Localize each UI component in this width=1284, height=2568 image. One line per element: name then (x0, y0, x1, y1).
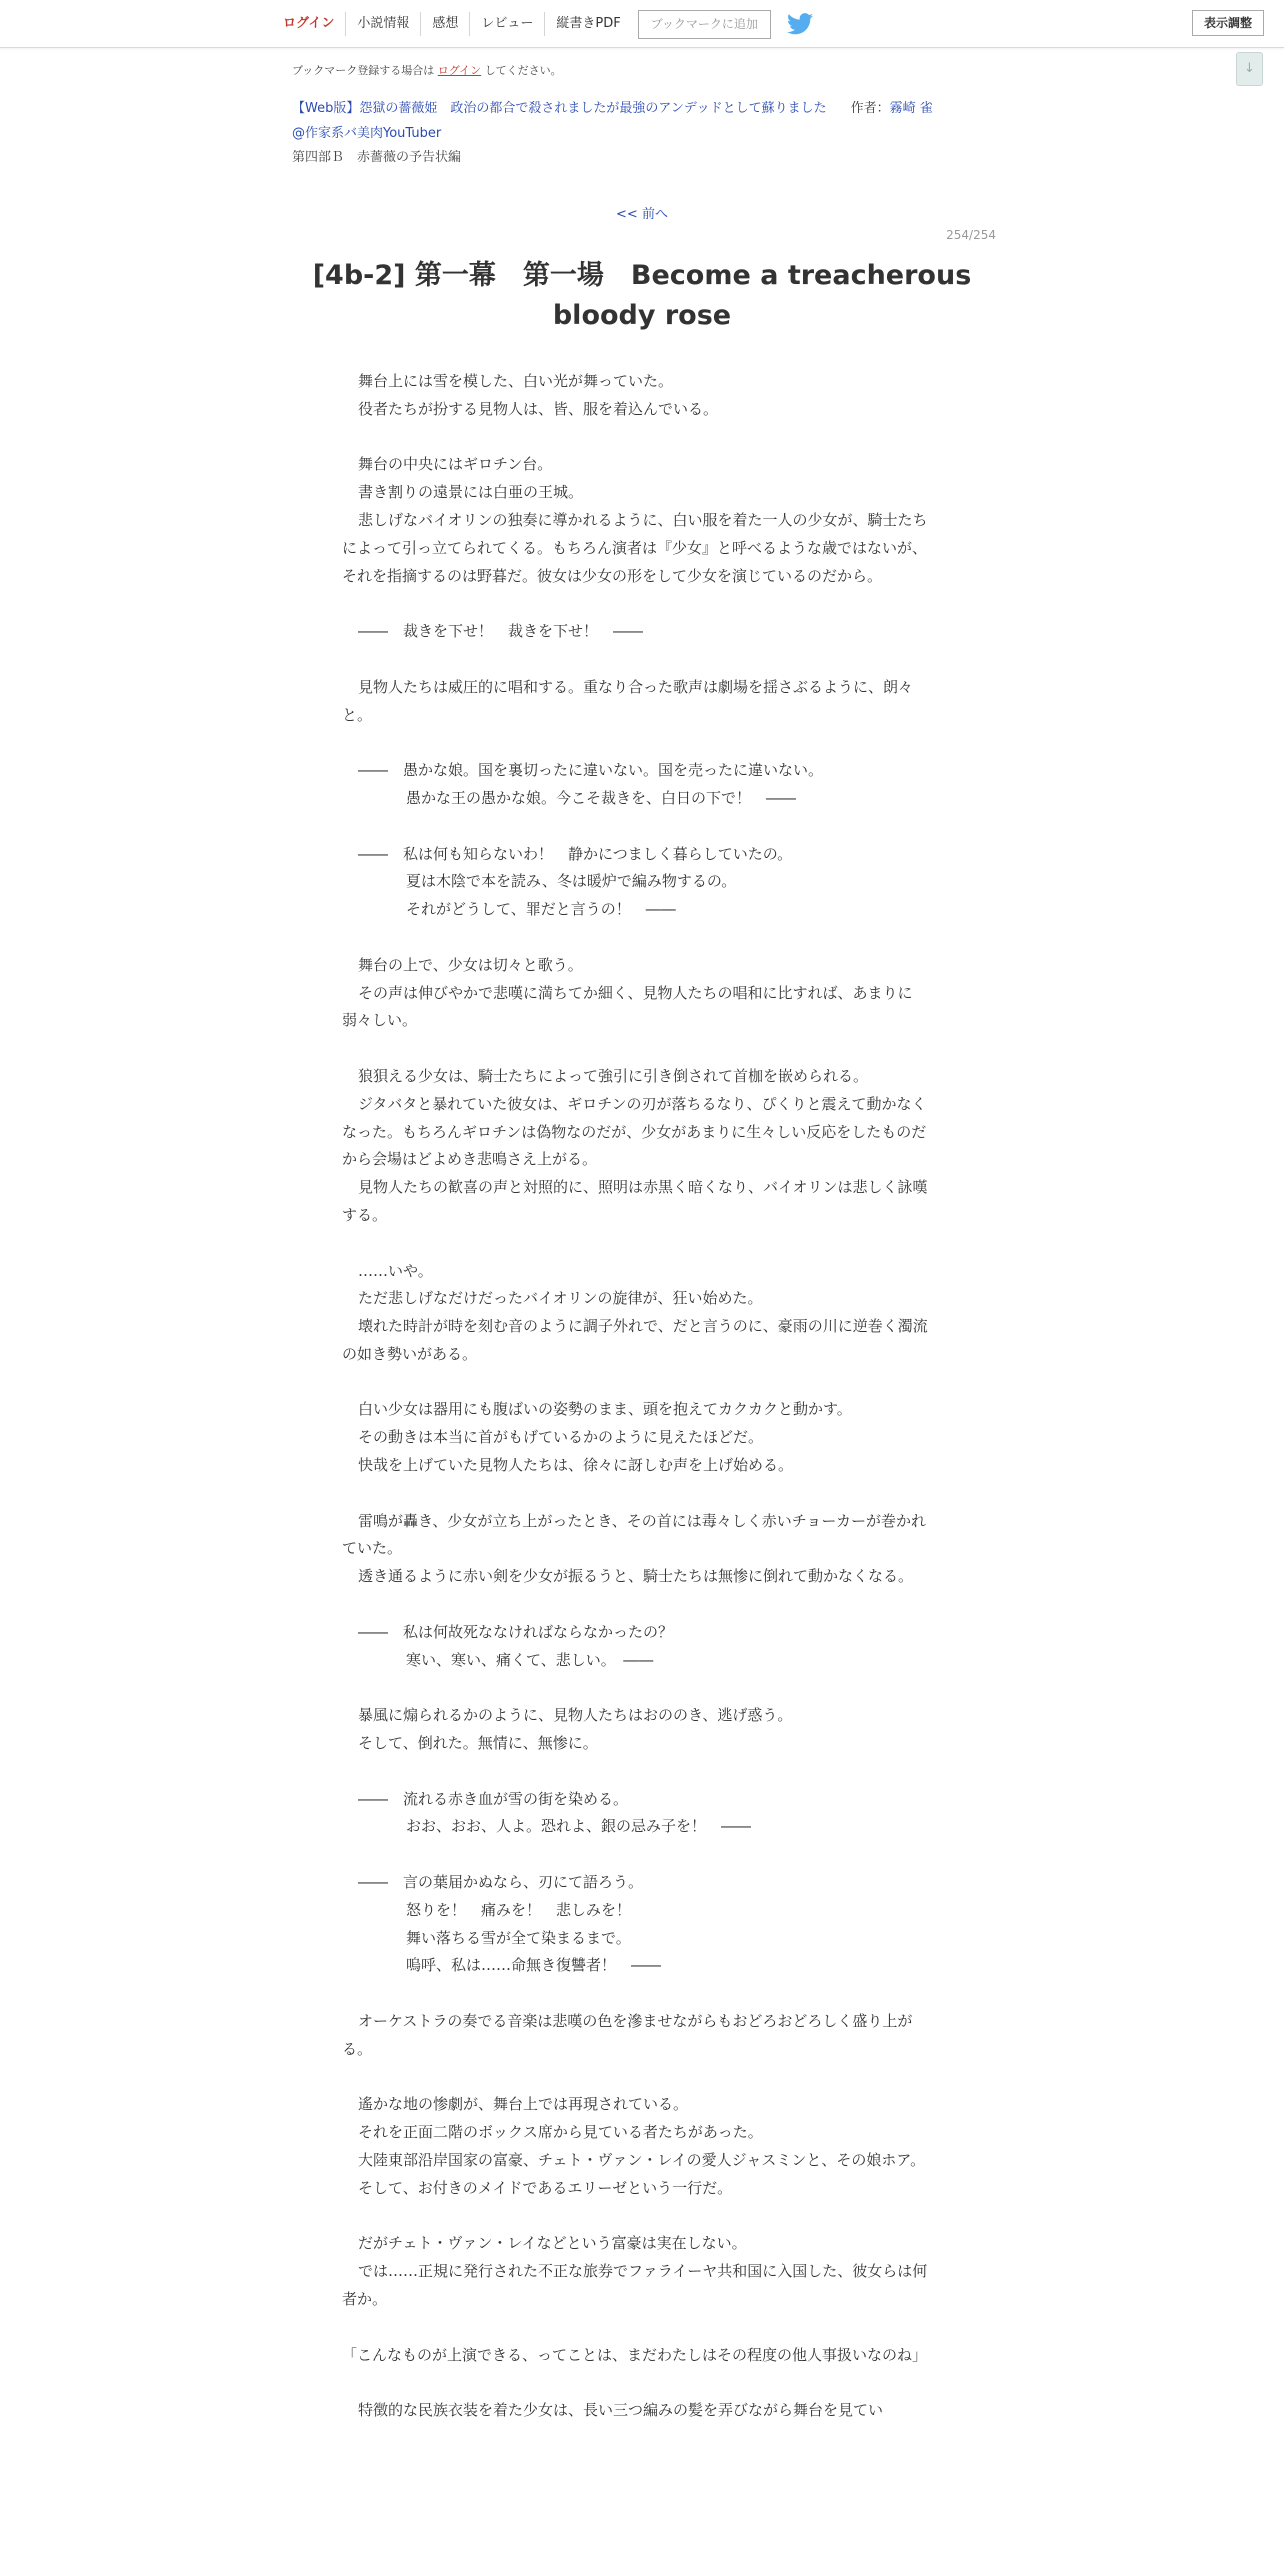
chapter-label: 第四部Ｂ 赤薔薇の予告状編 (292, 150, 462, 165)
body-line: 白い少女は器用にも腹ばいの姿勢のまま、頭を抱えてカクカクと動かす。 (358, 1400, 852, 1419)
blank-line (342, 2369, 938, 2397)
blank-line (342, 2314, 938, 2342)
blank-line (342, 1841, 938, 1869)
bookmark-notice-text-end: してください。 (484, 64, 562, 77)
body-line: その動きは本当に首がもげているかのように見えたほどだ。 (358, 1428, 764, 1447)
novel-info (292, 96, 992, 146)
blank-line (342, 424, 938, 452)
blank-line (342, 813, 938, 841)
body-line: 快哉を上げていた見物人たちは、徐々に訝しむ声を上げ始める。 (358, 1456, 794, 1475)
top-navigation-bar (0, 0, 1284, 48)
nav-login[interactable]: ログイン (272, 12, 346, 36)
body-line: 悲しげなバイオリンの独奏に導かれるように、白い服を着た一人の少女が、騎士たちによって引っ立てられてくる。もちろん演者は『少女』と呼べるような歳ではないが、それを指摘するのは野暮だ。彼女は少女の形をして少女を演じているのだから。 (342, 510, 928, 585)
body-line: ただ悲しげなだけだったバイオリンの旋律が、狂い始めた。 (358, 1289, 763, 1308)
body-line: 寒い、寒い、痛くて、悲しい。 ―― (406, 1650, 654, 1669)
body-line: ジタバタと暴れていた彼女は、ギロチンの刃が落ちるなり、ぴくりと震えて動かなくなった。もちろんギロチンは偽物なのだが、少女があまりに生々しい反応をしたものだから会場はどよめき悲鳴さえ上がる。 (342, 1094, 927, 1169)
author-link[interactable]: 霧崎 雀 (889, 101, 933, 116)
nav-vertical-pdf[interactable]: 縦書きPDF (556, 16, 621, 31)
body-line: 雷鳴が轟き、少女が立ち上がったとき、その首には毒々しく赤いチョーカーが巻かれていた。 (342, 1511, 927, 1558)
body-line: ―― 私は何も知らないわ！ 静かにつましく暮らしていたの。 (358, 844, 793, 863)
body-line: おお、おお、人よ。恐れよ、銀の忌み子を！ ―― (406, 1817, 752, 1836)
body-line: 舞台の上で、少女は切々と歌う。 (358, 955, 583, 974)
body-line: 舞い落ちる雪が全て染まるまで。 (406, 1928, 631, 1947)
author-label: 作者： (850, 101, 890, 116)
blank-line (342, 2203, 938, 2231)
body-line: それを正面二階のボックス席から見ている者たちがあった。 (358, 2123, 763, 2142)
bookmark-notice-text: ブックマーク登録する場合は (292, 64, 435, 77)
nav-impressions[interactable]: 感想 (421, 12, 470, 36)
body-line: 大陸東部沿岸国家の富豪、チェト・ヴァン・レイの愛人ジャスミンと、その娘ホア。 (358, 2151, 926, 2169)
body-line: 見物人たちは威圧的に唱和する。重なり合った歌声は劇場を揺さぶるように、朗々と。 (342, 677, 914, 724)
episode-title: [4b-2] 第一幕 第一場 Become a treacherous bloody rose (312, 260, 972, 331)
blank-line (342, 729, 938, 757)
blank-line (342, 2064, 938, 2092)
previous-episode-link[interactable]: << 前へ (616, 207, 668, 222)
body-line: 暴風に煽られるかのように、見物人たちはおののき、逃げ惑う。 (358, 1706, 793, 1725)
blank-line (342, 1035, 938, 1063)
blank-line (342, 590, 938, 618)
body-line: だがチェト・ヴァン・レイなどという富豪は実在しない。 (358, 2234, 747, 2253)
body-line: オーケストラの奏でる音楽は悲嘆の色を滲ませながらもおどろおどろしく盛り上がる。 (342, 2012, 913, 2058)
blank-line (342, 1758, 938, 1786)
body-line: 見物人たちの歓喜の声と対照的に、照明は赤黒く暗くなり、バイオリンは悲しく詠嘆する。 (342, 1178, 928, 1224)
body-line: ―― 私は何故死ななければならなかったの？ (358, 1622, 674, 1641)
body-line: 遙かな地の惨劇が、舞台上では再現されている。 (358, 2095, 689, 2114)
body-line: 愚かな王の愚かな娘。今こそ裁きを、白日の下で！ ―― (406, 788, 797, 807)
add-bookmark-button[interactable]: ブックマークに追加 (638, 10, 771, 39)
body-line: そして、倒れた。無情に、無惨に。 (358, 1734, 598, 1753)
body-line: ―― 流れる赤き血が雪の街を染める。 (358, 1789, 629, 1808)
body-line: その声は伸びやかで悲嘆に満ちてか細く、見物人たちの唱和に比すれば、あまりに弱々しい。 (342, 983, 913, 1030)
episode-counter: 254/254 (946, 228, 996, 242)
body-line: ……いや。 (358, 1261, 433, 1280)
novel-body (342, 368, 938, 2425)
blank-line (342, 1591, 938, 1619)
body-line: 透き通るように赤い剣を少女が振るうと、騎士たちは無惨に倒れて動かなくなる。 (358, 1567, 914, 1586)
nav-review[interactable]: レビュー (470, 12, 545, 36)
author-sub-link[interactable]: @作家系バ美肉YouTuber (292, 126, 442, 141)
body-line: それがどうして、罪だと言うの！ ―― (406, 900, 676, 919)
blank-line (342, 1980, 938, 2008)
body-line: 役者たちが扮する見物人は、皆、服を着込んでいる。 (358, 399, 719, 418)
body-line: 「こんなものが上演できる、ってことは、まだわたしはその程度の他人事扱いなのね」 (342, 2345, 928, 2364)
blank-line (342, 1369, 938, 1397)
main-nav (272, 8, 813, 40)
blank-line (342, 646, 938, 674)
blank-line (342, 1674, 938, 1702)
body-line: ―― 裁きを下せ！ 裁きを下せ！ ―― (358, 622, 644, 641)
body-line: 舞台の中央にはギロチン台。 (358, 455, 553, 474)
body-line: 夏は木陰で本を読み、冬は暖炉で編み物するの。 (406, 872, 737, 891)
bookmark-login-link[interactable]: ログイン (437, 64, 482, 77)
blank-line (342, 1480, 938, 1508)
body-line: ―― 言の葉届かぬなら、刃にて語ろう。 (358, 1873, 644, 1892)
display-settings-button[interactable]: 表示調整 (1192, 10, 1264, 36)
body-line: 特徴的な民族衣装を着た少女は、長い三つ編みの髪を弄びながら舞台を見てい (358, 2401, 884, 2420)
blank-line (342, 924, 938, 952)
body-line: では……正規に発行された不正な旅券でファライーヤ共和国に入国した、彼女らは何者か。 (342, 2262, 928, 2308)
body-line: ―― 愚かな娘。国を裏切ったに違いない。国を売ったに違いない。 (358, 761, 824, 780)
body-line: 狼狽える少女は、騎士たちによって強引に引き倒されて首枷を嵌められる。 (358, 1066, 869, 1085)
blank-line (342, 1230, 938, 1258)
body-line: 舞台上には雪を模した、白い光が舞っていた。 (358, 372, 674, 390)
bookmark-login-notice (292, 62, 562, 78)
novel-title-link[interactable]: 【Web版】怨獄の薔薇姫 政治の都合で殺されましたが最強のアンデッドとして蘇りました (292, 101, 827, 116)
body-line: そして、お付きのメイドであるエリーゼという一行だ。 (358, 2178, 733, 2197)
body-line: 壊れた時計が時を刻む音のように調子外れで、だと言うのに、豪雨の川に逆巻く濁流の如き勢いがある。 (342, 1317, 928, 1363)
nav-novel-info[interactable]: 小説情報 (346, 12, 421, 36)
body-line: 書き割りの遠景には白亜の王城。 (358, 483, 584, 502)
body-line: 嗚呼、私は……命無き復讐者！ ―― (406, 1956, 662, 1975)
scroll-down-button[interactable]: ↓ (1236, 52, 1263, 86)
body-line: 怒りを！ 痛みを！ 悲しみを！ (406, 1900, 632, 1919)
twitter-icon[interactable] (787, 13, 813, 35)
